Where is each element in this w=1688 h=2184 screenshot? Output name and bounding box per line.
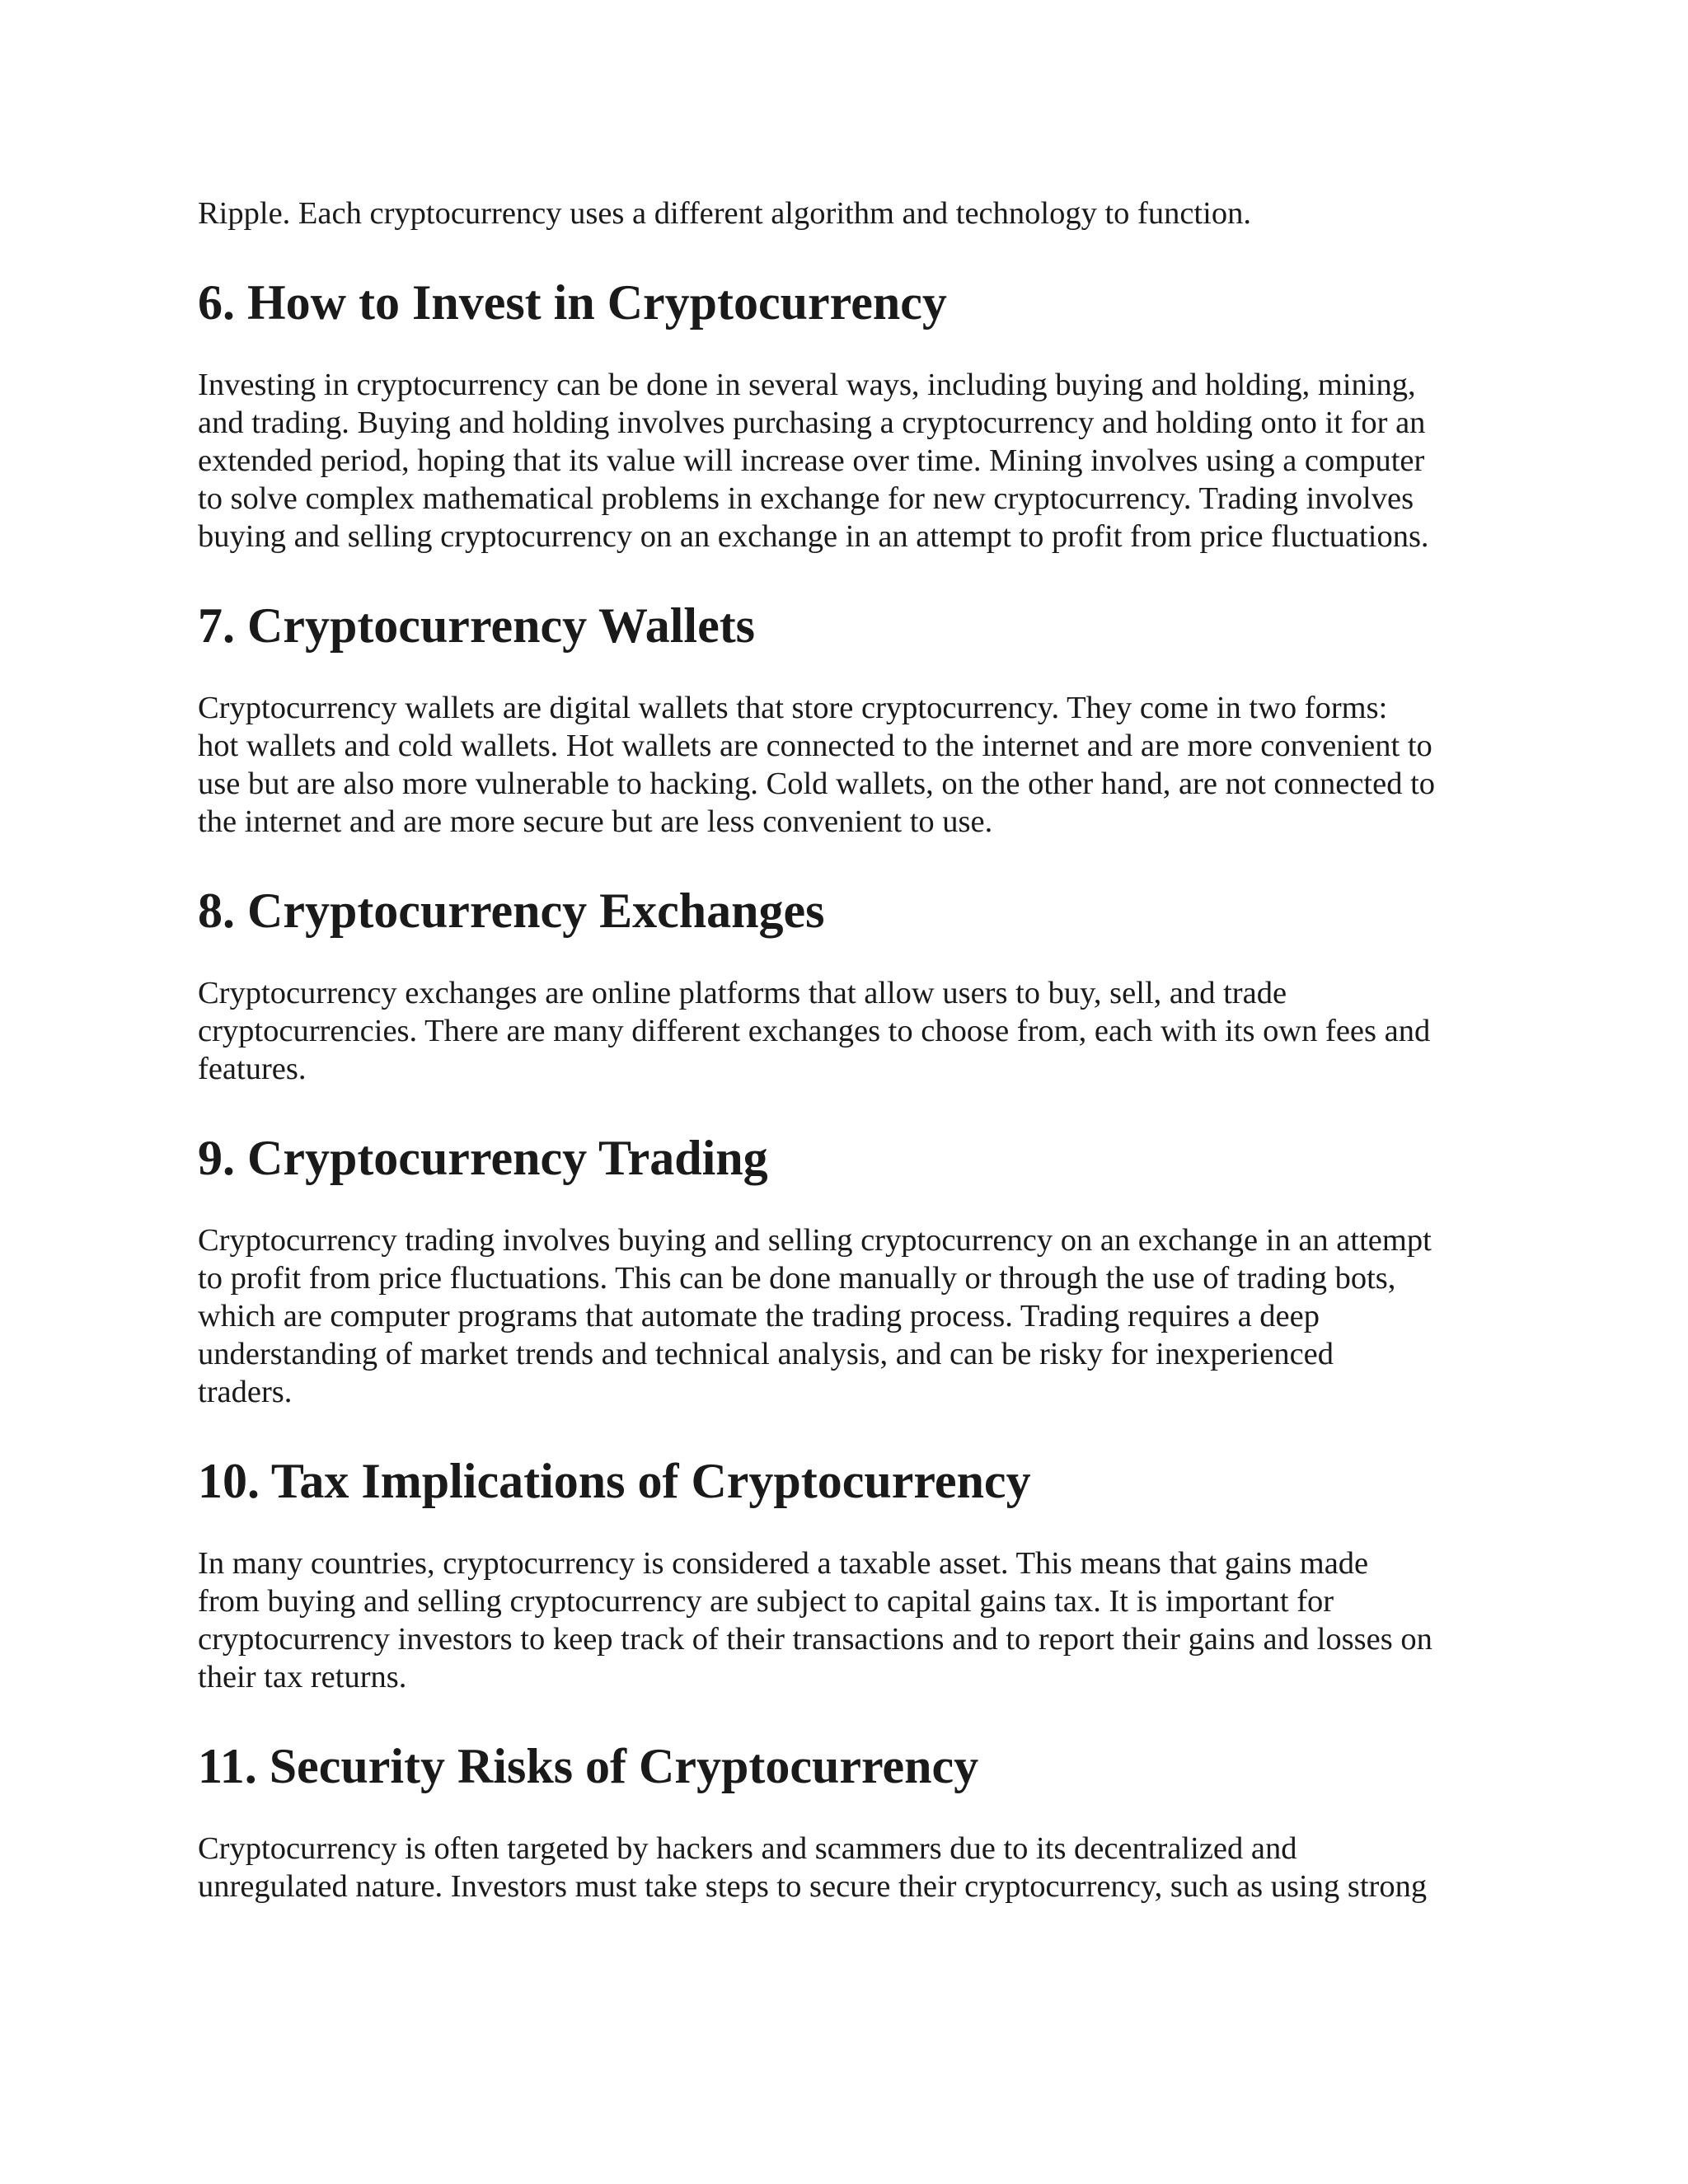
paragraph-trading: Cryptocurrency trading involves buying and selling cryptocurrency on an exchange in an attempt to profit from price fluctuations. This can be done manually or through the use of trading bots, which are computer programs that automate the trading process. Trading requires a deep understanding of market trends and technical analysis, and can be risky for inexperienced traders. bbox=[198, 1223, 1432, 1409]
paragraph-security-risks: Cryptocurrency is often targeted by hackers and scammers due to its decentralized and unregulated nature. Investors must take steps to secure their cryptocurrency, such as using strong bbox=[198, 1831, 1428, 1904]
heading-how-to-invest: 6. How to Invest in Cryptocurrency bbox=[198, 275, 947, 330]
heading-wallets: 7. Cryptocurrency Wallets bbox=[198, 598, 756, 653]
heading-trading: 9. Cryptocurrency Trading bbox=[198, 1131, 768, 1185]
heading-tax-implications: 10. Tax Implications of Cryptocurrency bbox=[198, 1454, 1031, 1508]
document-page bbox=[198, 194, 1492, 1905]
heading-exchanges: 8. Cryptocurrency Exchanges bbox=[198, 883, 825, 938]
paragraph-exchanges: Cryptocurrency exchanges are online platforms that allow users to buy, sell, and trade cryptocurrencies. There are many different exchanges to choose from, each with its own fees and features. bbox=[198, 976, 1431, 1086]
heading-security-risks: 11. Security Risks of Cryptocurrency bbox=[198, 1739, 979, 1793]
paragraph-how-to-invest: Investing in cryptocurrency can be done in several ways, including buying and holding, mining, and trading. Buying and holding involves purchasing a cryptocurrency and holding onto it for an extended period, hoping that its value will increase over time. Mining involves using a computer to solve complex mathematical problems in exchange for new cryptocurrency. Trading involves buying and selling cryptocurrency on an exchange in an attempt to profit from price fluctuations. bbox=[198, 368, 1429, 554]
paragraph-wallets: Cryptocurrency wallets are digital wallets that store cryptocurrency. They come in two forms: hot wallets and cold wallets. Hot wallets are connected to the internet and are more convenient to use but are also more vulnerable to hacking. Cold wallets, on the other hand, are not connected to the internet and are more secure but are less convenient to use. bbox=[198, 691, 1436, 839]
paragraph-tax-implications: In many countries, cryptocurrency is considered a taxable asset. This means that gains made from buying and selling cryptocurrency are subject to capital gains tax. It is important for cryptocurrency investors to keep track of their transactions and to report their gains and losses on their tax returns. bbox=[198, 1546, 1432, 1694]
intro-paragraph: Ripple. Each cryptocurrency uses a different algorithm and technology to function. bbox=[198, 196, 1251, 231]
